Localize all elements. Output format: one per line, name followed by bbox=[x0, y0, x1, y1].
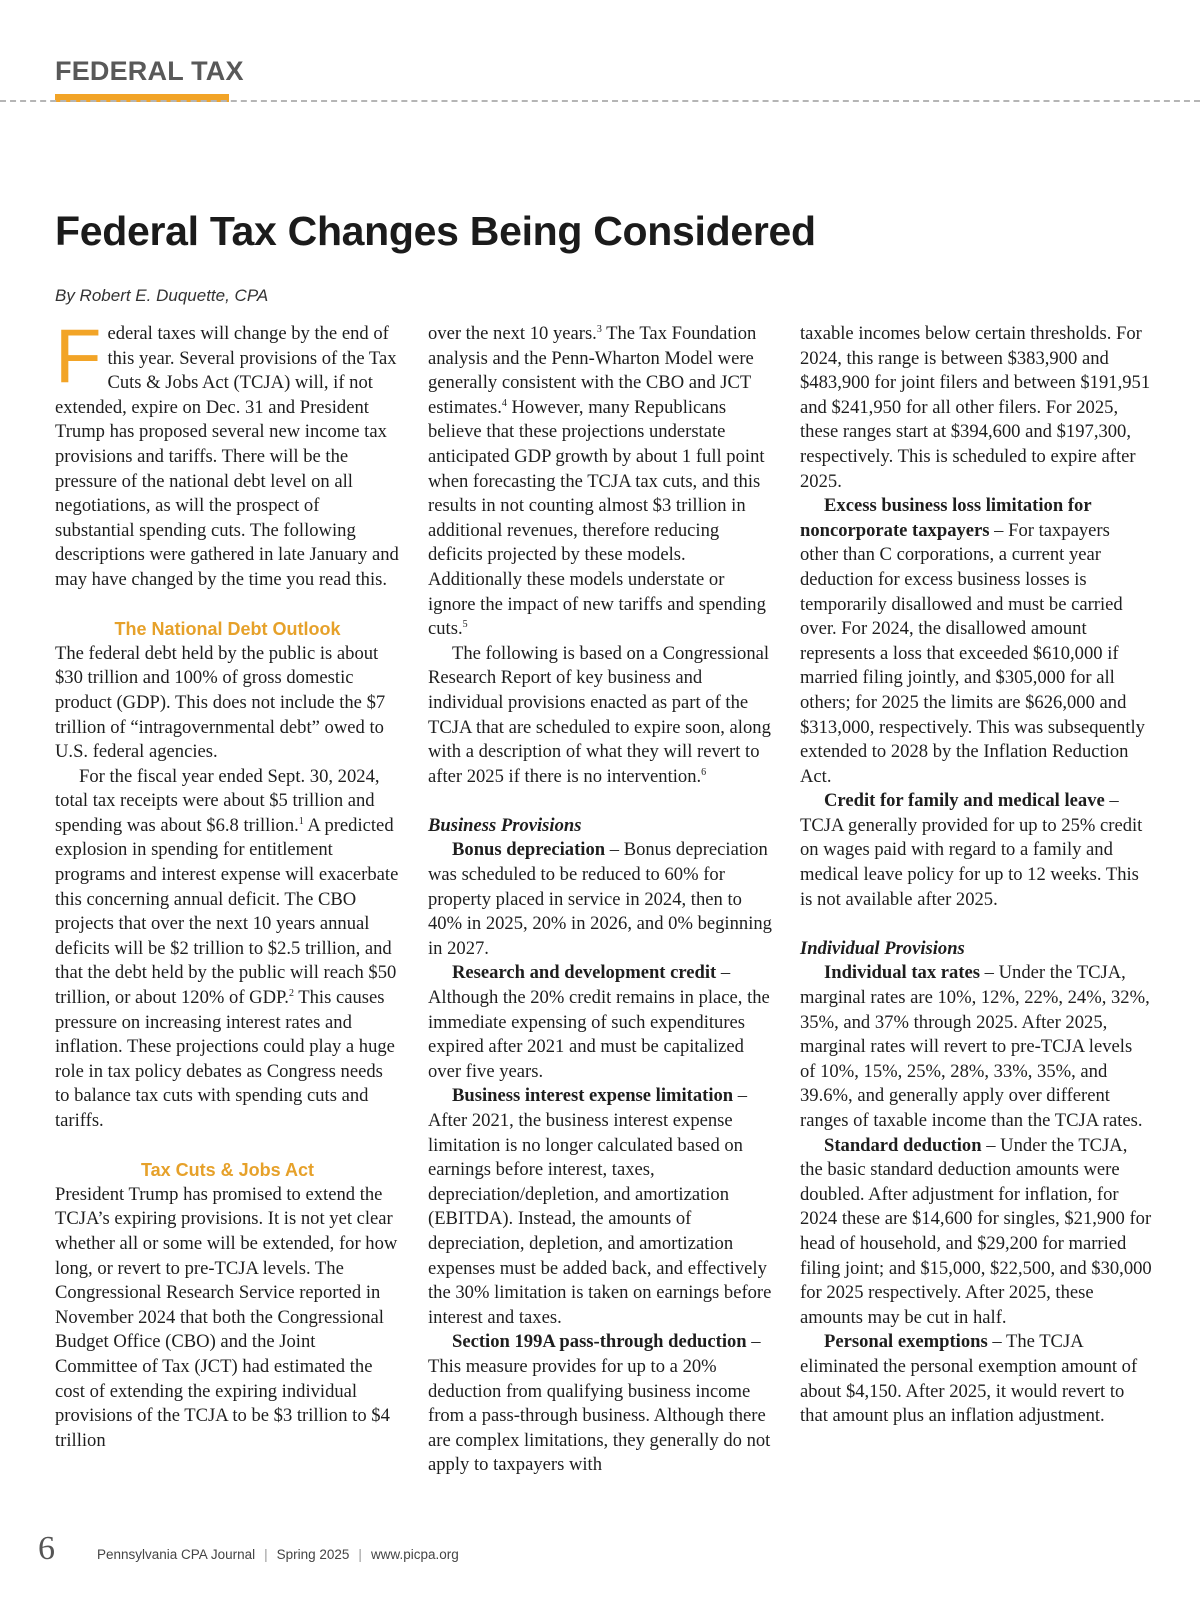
section-label: FEDERAL TAX bbox=[55, 56, 244, 86]
subheading-tcja: Tax Cuts & Jobs Act bbox=[140, 1160, 315, 1181]
section-199a-paragraph bbox=[428, 1330, 773, 1478]
journal-name: Pennsylvania CPA Journal bbox=[97, 1547, 256, 1562]
tax-rates-paragraph bbox=[800, 961, 1152, 1133]
subheading-debt-outlook: The National Debt Outlook bbox=[114, 619, 341, 640]
rd-credit-paragraph bbox=[428, 961, 773, 1084]
text-span: – This measure provides for up to a 20% deduction from qualifying business income from a pass-through business. Although there are complex limitations, they generally do not apply to taxpayers with bbox=[428, 1331, 771, 1476]
issue-date: Spring 2025 bbox=[276, 1547, 350, 1562]
intro-paragraph bbox=[55, 314, 400, 593]
footnote-ref: 5 bbox=[462, 619, 468, 631]
run-in-term: Bonus depreciation bbox=[452, 839, 606, 861]
footnote-ref: 6 bbox=[701, 766, 707, 778]
byline: By Robert E. Duquette, CPA bbox=[55, 286, 269, 305]
subheading-business-provisions: Business Provisions bbox=[428, 814, 582, 836]
debt-paragraph-2 bbox=[55, 765, 400, 1134]
family-leave-paragraph bbox=[800, 789, 1152, 912]
run-in-term: Excess business loss limitation for noncorporate taxpayers bbox=[800, 495, 1092, 541]
run-in-term: Business interest expense limitation bbox=[452, 1085, 734, 1107]
text-span: – Under the TCJA, marginal rates are 10%, 12%, 22%, 24%, 32%, 35%, and 37% through 2025. After 2025, marginal rates will revert to pre-TCJA levels of 10%, 15%, 25%, 28%, 33%, 35%, and 39.6%, and generally apply over different ranges of taxable income than the TCJA rates. bbox=[800, 962, 1150, 1131]
text-span: The following is based on a Congressional Research Report of key business and individual provisions enacted as part of the TCJA that are scheduled to expire soon, along with a description of what they will revert to after 2025 if there is no intervention. bbox=[428, 642, 771, 787]
page-footer bbox=[38, 1532, 459, 1566]
run-in-term: Personal exemptions bbox=[824, 1331, 988, 1353]
run-in-term: Section 199A pass-through deduction bbox=[452, 1331, 747, 1353]
tcja-paragraph: President Trump has promised to extend the TCJA’s expiring provisions. It is not yet clear whether all or some will be extended, for how long, or revert to pre-TCJA levels. The Congressional Research Service reported in November 2024 that both the Congressional Budget Office (CBO) and the Joint Committee of Tax (JCT) had estimated the cost of extending the expiring individual provisions of the TCJA to be $3 trillion to $4 trillion bbox=[55, 1183, 398, 1451]
footer-separator: | bbox=[264, 1547, 268, 1562]
subheading-individual-provisions: Individual Provisions bbox=[800, 937, 965, 959]
text-span: – The TCJA eliminated the personal exemption amount of about $4,150. After 2025, it would revert to that amount plus an inflation adjustment. bbox=[800, 1331, 1138, 1427]
text-span: over the next 10 years. bbox=[428, 323, 597, 344]
standard-deduction-paragraph bbox=[800, 1134, 1152, 1331]
run-in-term: Individual tax rates bbox=[824, 962, 981, 984]
website-link[interactable]: www.picpa.org bbox=[370, 1547, 459, 1562]
footer-separator: | bbox=[358, 1547, 362, 1562]
text-span: The Tax Foundation analysis and the Penn-Wharton Model were generally consistent with the CBO and JCT estimates. bbox=[428, 323, 757, 418]
bonus-depreciation-paragraph bbox=[428, 838, 773, 961]
debt-paragraph-1: The federal debt held by the public is about $30 trillion and 100% of gross domestic product (GDP). This does not include the $7 trillion of “intragovernmental debt” owed to U.S. federal agencies. bbox=[55, 642, 386, 763]
run-in-term: Credit for family and medical leave bbox=[824, 790, 1105, 812]
text-span: For the fiscal year ended Sept. 30, 2024, total tax receipts were about $5 trillion and spending was about $6.8 trillion. bbox=[55, 765, 380, 836]
run-in-term: Standard deduction bbox=[824, 1134, 982, 1156]
excess-loss-paragraph bbox=[800, 494, 1152, 789]
text-span: – TCJA generally provided for up to 25% credit on wages paid with regard to a family and medical leave policy for up to 12 weeks. This is not available after 2025. bbox=[800, 790, 1143, 910]
text-span: – Although the 20% credit remains in place, the immediate expensing of such expenditures expired after 2021 and must be capitalized over five years. bbox=[428, 962, 770, 1082]
column-1 bbox=[55, 314, 400, 1453]
run-in-term: Research and development credit bbox=[452, 962, 717, 984]
text-span: A predicted explosion in spending for entitlement programs and interest expense will exacerbate this concerning annual deficit. The CBO projects that over the next 10 years annual deficits will be $2 trillion to $2.5 trillion, and that the debt held by the public will reach $50 trillion, or about 120% of GDP. bbox=[55, 814, 399, 1009]
text-span: – After 2021, the business interest expense limitation is no longer calculated based on earnings before interest, taxes, depreciation/depletion, and amortization (EBITDA). Instead, the amounts of depreciation, depletion, and amortization expenses must be added back, and effectively the 30% limitation is taken on earnings before interest and taxes. bbox=[428, 1085, 772, 1328]
column-2 bbox=[428, 322, 773, 1478]
article-title: Federal Tax Changes Being Considered bbox=[55, 208, 816, 254]
dashed-rule bbox=[0, 100, 1200, 102]
page-number: 6 bbox=[38, 1530, 55, 1567]
column-3 bbox=[800, 322, 1152, 1429]
text-span: – For taxpayers other than C corporations, a current year deduction for excess business losses is temporarily disallowed and must be carried over. For 2024, the disallowed amount represents a loss that exceeded $610,000 if married filing jointly, and $305,000 for all others; for 2025 the limits are $626,000 and $313,000, respectively. This was subsequently extended to 2028 by the Inflation Reduction Act. bbox=[800, 519, 1145, 787]
text-span: – Bonus depreciation was scheduled to be reduced to 60% for property placed in service in 2024, then to 40% in 2025, 20% in 2026, and 0% beginning in 2027. bbox=[428, 839, 772, 959]
text-span: However, many Republicans believe that these projections understate anticipated GDP growth by about 1 full point when forecasting the TCJA tax cuts, and this results in not counting almost $3 trillion in additional revenues, therefore reducing deficits projected by these models. Additionally these models understate or ignore the impact of new tariffs and spending cuts. bbox=[428, 396, 766, 640]
crs-paragraph bbox=[428, 642, 773, 790]
threshold-paragraph: taxable incomes below certain thresholds. For 2024, this range is between $383,900 and $483,900 for joint filers and between $191,951 and $241,950 for all other filers. For 2025, these ranges start at $394,600 and $197,300, respectively. This is scheduled to expire after 2025. bbox=[800, 323, 1151, 492]
footnote-ref: 4 bbox=[501, 397, 507, 409]
footnote-ref: 1 bbox=[298, 815, 304, 827]
text-span: This causes pressure on increasing interest rates and inflation. These projections could play a huge role in tax policy debates as Congress needs to balance tax cuts with spending cuts and tariffs. bbox=[55, 987, 395, 1131]
personal-exemptions-paragraph bbox=[800, 1330, 1152, 1428]
cost-paragraph bbox=[428, 322, 773, 642]
drop-cap: F bbox=[55, 314, 102, 399]
footnote-ref: 3 bbox=[596, 324, 602, 335]
text-span: – Under the TCJA, the basic standard deduction amounts were doubled. After adjustment for inflation, for 2024 these are $14,600 for singles, $21,900 for head of household, and $29,200 for married filing joint; and $15,000, $22,500, and $30,000 for 2025 respectively. After 2025, these amounts may be cut in half. bbox=[800, 1134, 1152, 1328]
footnote-ref: 2 bbox=[288, 988, 294, 1000]
intro-text: ederal taxes will change by the end of this year. Several provisions of the Tax Cuts & Jobs Act (TCJA) will, if not extended, expire on Dec. 31 and President Trump has proposed several new income tax provisions and tariffs. There will be the pressure of the national debt level on all negotiations, as will the prospect of substantial spending cuts. The following descriptions were gathered in late January and may have changed by the time you read this. bbox=[55, 323, 399, 590]
interest-limitation-paragraph bbox=[428, 1084, 773, 1330]
